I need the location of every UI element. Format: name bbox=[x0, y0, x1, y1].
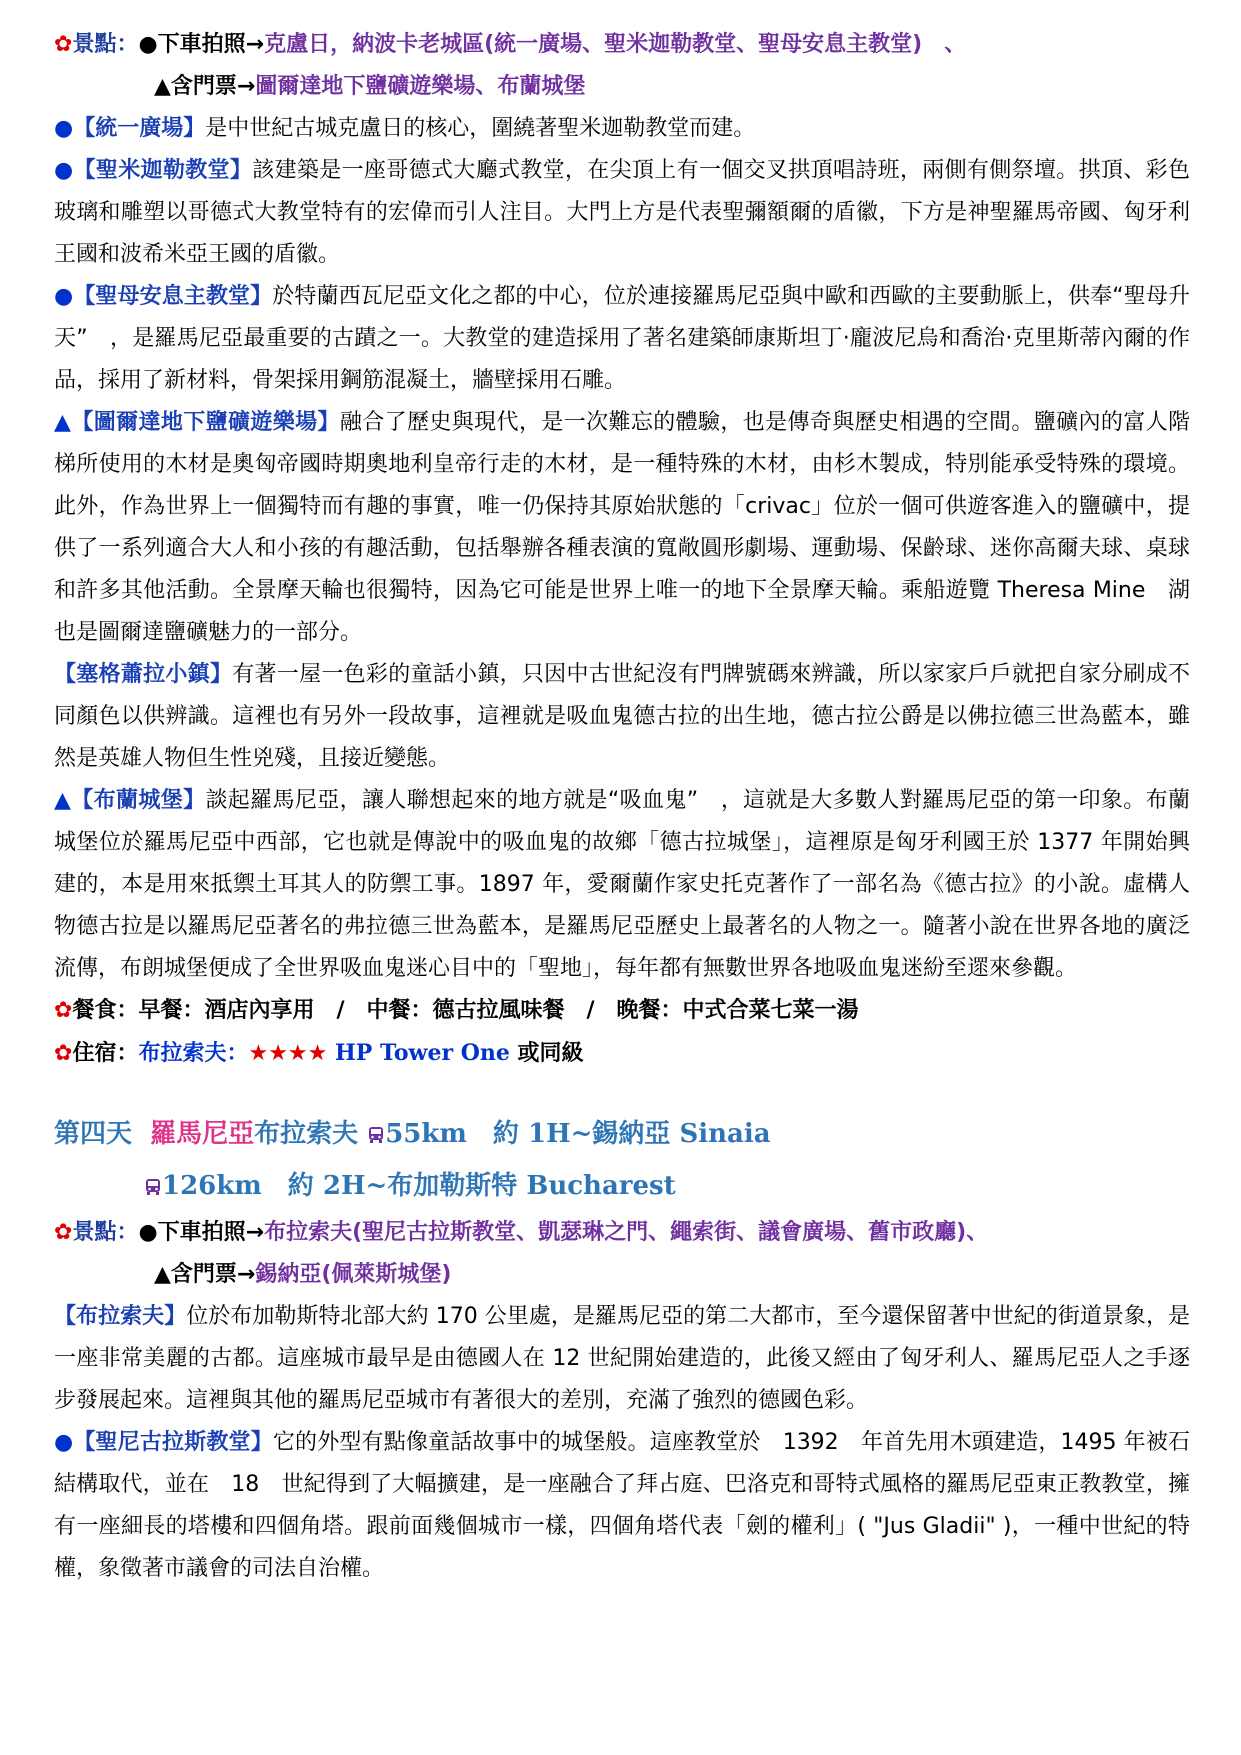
hotel-name: HP Tower One bbox=[327, 1040, 510, 1066]
hotel-line bbox=[54, 1032, 1190, 1074]
paragraph-bran-castle bbox=[54, 780, 1190, 990]
paragraph-sighisoara bbox=[54, 654, 1190, 780]
paragraph-text: 是中世紀古城克盧日的核心，圍繞著聖米迦勒教堂而建。 bbox=[205, 116, 756, 141]
bus-icon bbox=[144, 1178, 162, 1196]
day-label: 第四天 bbox=[54, 1119, 133, 1149]
paragraph-title: 【圖爾達地下鹽礦遊樂場】 bbox=[71, 410, 340, 435]
bullet-dot-icon: ● bbox=[54, 284, 74, 309]
paragraph-title: 【聖尼古拉斯教堂】 bbox=[73, 1430, 273, 1455]
spacer bbox=[54, 1074, 1190, 1108]
paragraph-title: 【布蘭城堡】 bbox=[71, 788, 206, 813]
sights-line bbox=[54, 1212, 1190, 1254]
paragraph-text: 它的外型有點像童話故事中的城堡般。這座教堂於 1392 年首先用木頭建造，1495 年被石結構取代，並在 18 世紀得到了大幅擴建，是一座融合了拜占庭、巴洛克和哥特式風格的羅馬尼亞東正教教堂，擁有一座細長的塔樓和四個角塔。跟前面幾個城市一樣，四個角塔代表「劍的權利」( "Jus Gladii" )，一種中世紀的特權，象徵著市議會的司法自治權。 bbox=[54, 1430, 1190, 1581]
meals-line bbox=[54, 990, 1190, 1032]
ticket-prefix: ▲含門票→ bbox=[154, 1262, 256, 1287]
paragraph-turda-salt-mine bbox=[54, 402, 1190, 654]
hotel-suffix: 或同級 bbox=[509, 1041, 584, 1066]
paragraph-title: 【統一廣場】 bbox=[73, 116, 206, 141]
paragraph-dormition-cathedral bbox=[54, 276, 1190, 402]
day-country: 羅馬尼亞 bbox=[150, 1119, 255, 1149]
paragraph-text: 位於布加勒斯特北部大約 170 公里處，是羅馬尼亞的第二大都市，至今還保留著中世紀的街道景象，是一座非常美麗的古都。這座城市最早是由德國人在 12 世紀開始建造的，此後又經由了匈牙利人、羅馬尼亞人之手逐步發展起來。這裡與其他的羅馬尼亞城市有著很大的差別，充滿了強烈的德國色彩。 bbox=[54, 1304, 1190, 1413]
day-heading bbox=[54, 1108, 1190, 1160]
paragraph-unity-square bbox=[54, 108, 1190, 150]
day-city: 布拉索夫 bbox=[254, 1119, 359, 1149]
day-leg-1: 55km 約 1H~錫納亞 Sinaia bbox=[385, 1119, 771, 1149]
meals-label: 餐食： bbox=[72, 998, 139, 1023]
flower-icon: ✿ bbox=[54, 1041, 73, 1066]
bullet-dot-icon: ● bbox=[54, 158, 74, 183]
paragraph-text: 有著一屋一色彩的童話小鎮，只因中古世紀沒有門牌號碼來辨識，所以家家戶戶就把自家分刷成不同顏色以供辨識。這裡也有另外一段故事，這裡就是吸血鬼德古拉的出生地，德古拉公爵是以佛拉德三世為藍本，雖然是英雄人物但生性兇殘，且接近變態。 bbox=[54, 662, 1190, 771]
paragraph-title: 【塞格蕭拉小鎮】 bbox=[54, 662, 233, 687]
paragraph-title: 【聖米迦勒教堂】 bbox=[73, 158, 253, 183]
photo-places: 克盧日，納波卡老城區(統一廣場、聖米迦勒教堂、聖母安息主教堂) 、 bbox=[264, 32, 967, 57]
triangle-icon: ▲ bbox=[54, 410, 72, 435]
ticket-places: 錫納亞(佩萊斯城堡) bbox=[255, 1262, 452, 1287]
paragraph-text: 於特蘭西瓦尼亞文化之都的中心，位於連接羅馬尼亞與中歐和西歐的主要動脈上，供奉“聖母升天” ，是羅馬尼亞最重要的古蹟之一。大教堂的建造採用了著名建築師康斯坦丁·龐波尼烏和喬治·克里斯蒂內爾的作品，採用了新材料，骨架採用鋼筋混凝土，牆壁採用石雕。 bbox=[54, 284, 1190, 393]
photo-prefix: ●下車拍照→ bbox=[138, 1220, 265, 1245]
flower-icon: ✿ bbox=[54, 998, 73, 1023]
meals-text: 早餐：酒店內享用 / 中餐：德古拉風味餐 / 晚餐：中式合菜七菜一湯 bbox=[138, 998, 859, 1023]
paragraph-st-nicholas bbox=[54, 1422, 1190, 1590]
paragraph-brasov bbox=[54, 1296, 1190, 1422]
triangle-icon: ▲ bbox=[54, 788, 72, 813]
flower-icon: ✿ bbox=[54, 1220, 73, 1245]
star-rating-icon: ★★★★ bbox=[248, 1041, 328, 1066]
bullet-dot-icon: ● bbox=[54, 116, 74, 141]
paragraph-title: 【聖母安息主教堂】 bbox=[73, 284, 273, 309]
ticket-prefix: ▲含門票→ bbox=[154, 74, 256, 99]
paragraph-text: 談起羅馬尼亞，讓人聯想起來的地方就是“吸血鬼” ，這就是大多數人對羅馬尼亞的第一印象。布蘭城堡位於羅馬尼亞中西部，它也就是傳說中的吸血鬼的故鄉「德古拉城堡」，這裡原是匈牙利國王於 1377 年開始興建的，本是用來抵禦土耳其人的防禦工事。1897 年，愛爾蘭作家史托克著作了一部名為《德古拉》的小說。虛構人物德古拉是以羅馬尼亞著名的弗拉德三世為藍本，是羅馬尼亞歷史上最著名的人物之一。隨著小說在世界各地的廣泛流傳，布朗城堡便成了全世界吸血鬼迷心目中的「聖地」，每年都有無數世界各地吸血鬼迷紛至遝來參觀。 bbox=[54, 788, 1190, 981]
day-heading-line2 bbox=[54, 1160, 1190, 1212]
hotel-city: 布拉索夫： bbox=[138, 1041, 249, 1066]
ticket-line bbox=[54, 1254, 1190, 1296]
hotel-label: 住宿： bbox=[72, 1041, 139, 1066]
paragraph-st-michael bbox=[54, 150, 1190, 276]
sights-label: 景點： bbox=[72, 1220, 139, 1245]
paragraph-text: 融合了歷史與現代，是一次難忘的體驗，也是傳奇與歷史相遇的空間。鹽礦內的富人階梯所使用的木材是奧匈帝國時期奧地利皇帝行走的木材，是一種特殊的木材，由杉木製成，特別能承受特殊的環境。此外，作為世界上一個獨特而有趣的事實，唯一仍保持其原始狀態的「crivac」位於一個可供遊客進入的鹽礦中，提供了一系列適合大人和小孩的有趣活動，包括舉辦各種表演的寬敞圓形劇場、運動場、保齡球、迷你高爾夫球、桌球和許多其他活動。全景摩天輪也很獨特，因為它可能是世界上唯一的地下全景摩天輪。乘船遊覽 Theresa Mine 湖也是圖爾達鹽礦魅力的一部分。 bbox=[54, 410, 1190, 645]
sights-label: 景點： bbox=[72, 32, 139, 57]
flower-icon: ✿ bbox=[54, 32, 73, 57]
bus-icon bbox=[367, 1126, 385, 1144]
bullet-dot-icon: ● bbox=[54, 1430, 74, 1455]
paragraph-text: 該建築是一座哥德式大廳式教堂，在尖頂上有一個交叉拱頂唱詩班，兩側有側祭壇。拱頂、彩色玻璃和雕塑以哥德式大教堂特有的宏偉而引人注目。大門上方是代表聖彌額爾的盾徽，下方是神聖羅馬帝國、匈牙利王國和波希米亞王國的盾徽。 bbox=[54, 158, 1190, 267]
photo-prefix: ●下車拍照→ bbox=[138, 32, 265, 57]
ticket-line bbox=[54, 66, 1190, 108]
day-leg-2: 126km 約 2H~布加勒斯特 Bucharest bbox=[162, 1171, 676, 1201]
paragraph-title: 【布拉索夫】 bbox=[54, 1304, 187, 1329]
ticket-places: 圖爾達地下鹽礦遊樂場、布蘭城堡 bbox=[255, 74, 586, 99]
photo-places: 布拉索夫(聖尼古拉斯教堂、凱瑟琳之門、繩索街、議會廣場、舊市政廳)、 bbox=[264, 1220, 989, 1245]
sights-line bbox=[54, 24, 1190, 66]
itinerary-page bbox=[54, 24, 1190, 1590]
